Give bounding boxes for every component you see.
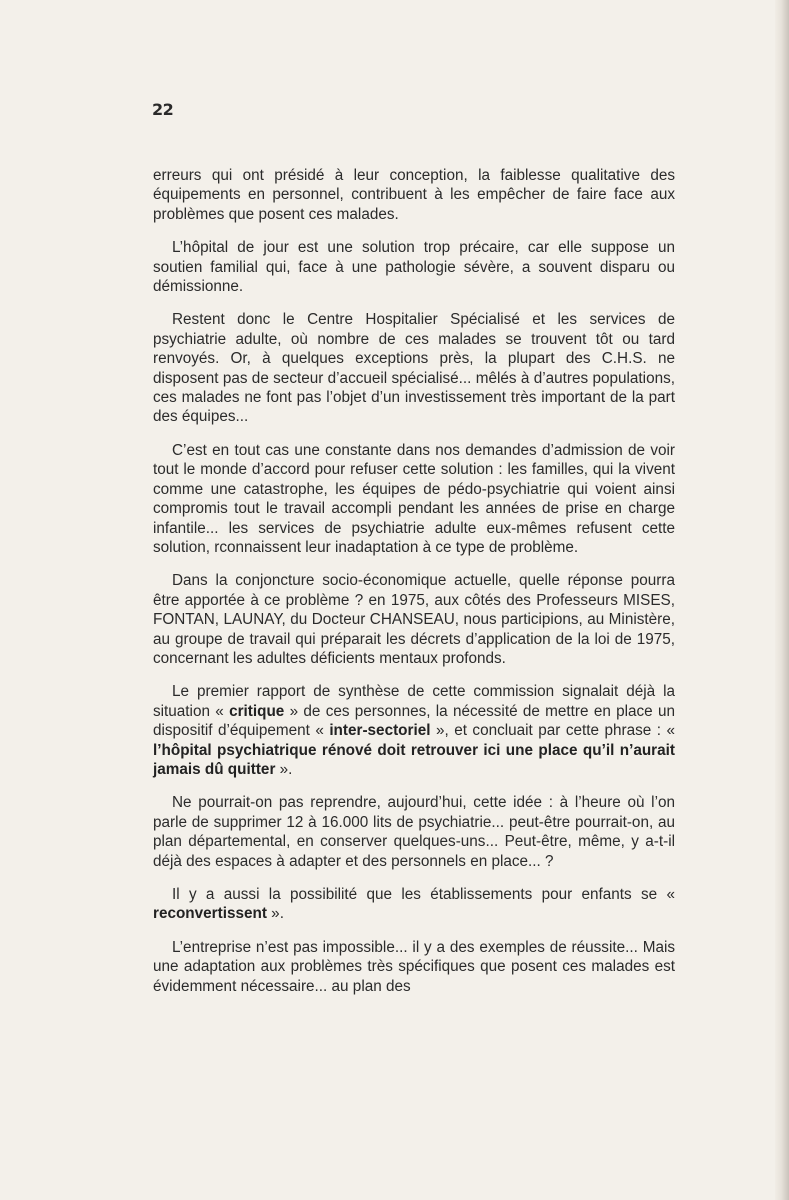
text-segment: C’est en tout cas une constante dans nos demandes d’admission de voir tout le monde d’accord pour refuser cette solution : les familles, qui la vivent comme une catastrophe, les équipes de pédo-psychiatrie qui voient ainsi compromis tout le travail accompli pendant les années de prise en charge infantile... les services de psychiatrie adulte eux-mêmes refusent cette solution, rconnaissent leur inadaptation à ce type de problème. (153, 441, 675, 556)
text-segment: ». (266, 905, 284, 923)
text-segment: Restent donc le Centre Hospitalier Spécialisé et les services de psychiatrie adulte, où nombre de ces malades se trouvent tôt ou tard renvoyés. Or, à quelques exceptions près, la plupart des C.H.S. ne disposent pas de secteur d’accueil spécialisé... mêlés à d’autres populations, ces malades ne font pas l’objet d’un investissement très important de la part des équipes... (153, 311, 675, 426)
body-text (153, 166, 675, 1010)
paragraph-p9 (153, 938, 675, 996)
bold-text: inter-sectoriel (329, 722, 431, 740)
paragraph-p3 (153, 310, 675, 426)
bold-text: critique (229, 702, 285, 720)
paragraph-p7 (153, 793, 675, 871)
text-segment: Il y a aussi la possibilité que les établissements pour enfants se « (172, 886, 675, 903)
text-segment: », et concluait par cette phrase : « (430, 722, 675, 740)
paragraph-p5 (153, 571, 675, 668)
paragraph-p8 (153, 885, 675, 924)
text-segment: L’hôpital de jour est une solution trop précaire, car elle suppose un soutien familial qui, face à une pathologie sévère, a souvent disparu ou démissionne. (153, 239, 675, 296)
bold-text: l’hôpital psychiatrique rénové doit retrouver ici une place qu’il n’aurait jamais dû quitter (153, 741, 675, 778)
text-segment: Dans la conjoncture socio-économique actuelle, quelle réponse pourra être apportée à ce problème ? en 1975, aux côtés des Professeurs MISES, FONTAN, LAUNAY, du Docteur CHANSEAU, nous participions, au Ministère, au groupe de travail qui préparait les décrets d’application de la loi de 1975, concernant les adultes déficients mentaux profonds. (153, 572, 675, 667)
paragraph-p1 (153, 166, 675, 224)
paragraph-p4 (153, 441, 675, 557)
paragraph-p6 (153, 682, 675, 779)
bold-text: reconvertissent (153, 905, 267, 923)
text-segment: » de ces personnes, la nécessité de mettre en place un dispositif d’équipement « (153, 702, 675, 740)
page-edge-shadow (775, 0, 789, 1200)
text-segment: Ne pourrait-on pas reprendre, aujourd’hui, cette idée : à l’heure où l’on parle de supprimer 12 à 16.000 lits de psychiatrie... peut-être pourrait-on, au plan départemental, en conserver quelques-uns... Peut-être, même, y a-t-il déjà des espaces à adapter et des personnels en place... ? (153, 794, 675, 870)
text-segment: L’entreprise n’est pas impossible... il y a des exemples de réussite... Mais une adaptation aux problèmes très spécifiques que posent ces malades est évidemment nécessaire... au plan des (153, 938, 675, 995)
page-number: 22 (152, 100, 174, 119)
text-segment: Le premier rapport de synthèse de cette commission signalait déjà la situation « (153, 683, 675, 720)
text-segment: ». (275, 760, 293, 778)
paragraph-p2 (153, 238, 675, 296)
text-segment: erreurs qui ont présidé à leur conception, la faiblesse qualitative des équipements en personnel, contribuent à les empêcher de faire face aux problèmes que posent ces malades. (153, 167, 675, 223)
